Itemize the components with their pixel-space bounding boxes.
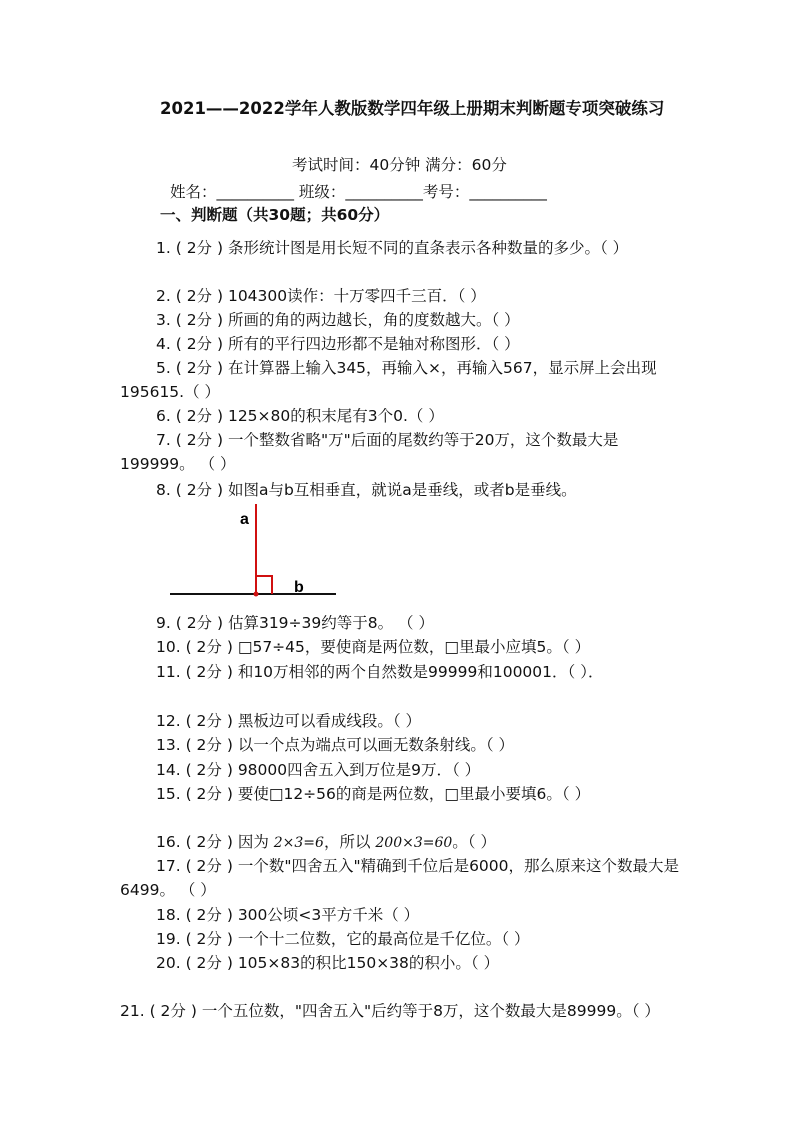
question-19: 19. ( 2分 ) 一个十二位数，它的最高位是千亿位。（ ）: [156, 930, 530, 948]
formula-1: 2×3=6: [273, 835, 324, 851]
question-16: 16. ( 2分 ) 因为 2×3=6，所以 200×3=60。（ ）: [156, 833, 496, 851]
question-6: 6. ( 2分 ) 125×80的积末尾有3个0.（ ）: [156, 407, 444, 425]
label-b: b: [294, 579, 304, 596]
question-17: 17. ( 2分 ) 一个数"四舍五入"精确到千位后是6000，那么原来这个数最大是6499。 （ ）: [120, 857, 680, 900]
label-a: a: [240, 511, 249, 528]
question-13: 13. ( 2分 ) 以一个点为端点可以画无数条射线。（ ）: [156, 736, 514, 754]
question-20: 20. ( 2分 ) 105×83的积比150×38的积小。（ ）: [156, 954, 500, 972]
question-18: 18. ( 2分 ) 300公顷<3平方千米（ ）: [156, 906, 420, 924]
question-14: 14. ( 2分 ) 98000四舍五入到万位是9万．（ ）: [156, 761, 481, 779]
question-5: 5. ( 2分 ) 在计算器上输入345，再输入×，再输入567，显示屏上会出现195615.（ ）: [120, 359, 657, 402]
question-12: 12. ( 2分 ) 黑板边可以看成线段。（ ）: [156, 712, 421, 730]
exam-info: 考试时间：40分钟 满分：60分: [292, 156, 507, 174]
question-1: 1. ( 2分 ) 条形统计图是用长短不同的直条表示各种数量的多少。（ ）: [156, 239, 629, 257]
question-15: 15. ( 2分 ) 要使□12÷56的商是两位数，□里最小要填6。（ ）: [156, 785, 591, 803]
question-10: 10. ( 2分 ) □57÷45，要使商是两位数，□里最小应填5。（ ）: [156, 638, 591, 656]
question-21: 21. ( 2分 ) 一个五位数，"四舍五入"后约等于8万，这个数最大是89999。（ ）: [120, 1002, 660, 1021]
question-9: 9. ( 2分 ) 估算319÷39约等于8。 （ ）: [156, 614, 434, 632]
formula-2: 200×3=60: [375, 835, 453, 851]
question-4: 4. ( 2分 ) 所有的平行四边形都不是轴对称图形．（ ）: [156, 335, 520, 353]
question-7: 7. ( 2分 ) 一个整数省略"万"后面的尾数约等于20万，这个数最大是199999。 （ ）: [120, 431, 619, 474]
question-2: 2. ( 2分 ) 104300读作：十万零四千三百．（ ）: [156, 287, 486, 305]
question-3: 3. ( 2分 ) 所画的角的两边越长，角的度数越大。（ ）: [156, 311, 520, 329]
perpendicular-figure: [160, 500, 360, 605]
intersection-point: [254, 592, 259, 597]
question-8: 8. ( 2分 ) 如图a与b互相垂直，就说a是垂线，或者b是垂线。: [156, 481, 577, 499]
document-title: 2021——2022学年人教版数学四年级上册期末判断题专项突破练习: [160, 99, 665, 118]
student-info: 姓名：__________ 班级：__________考号：__________: [170, 183, 547, 201]
right-angle-mark: [256, 576, 272, 594]
section-heading: 一、判断题（共30题；共60分）: [160, 206, 390, 224]
question-11: 11. ( 2分 ) 和10万相邻的两个自然数是99999和100001．（ ）．: [156, 663, 604, 681]
